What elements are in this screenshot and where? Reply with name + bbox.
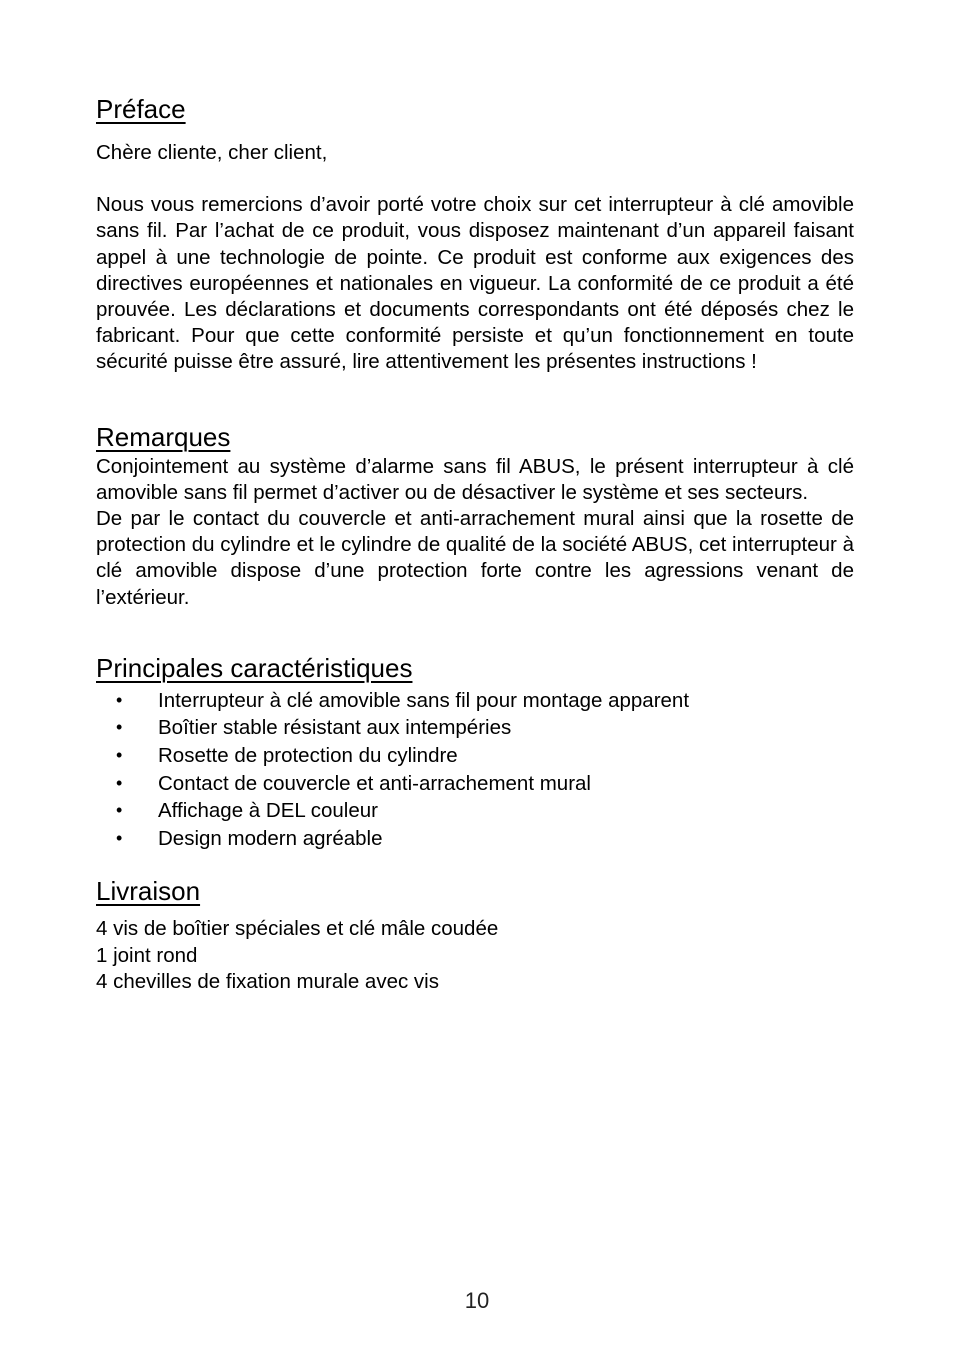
remarques-paragraph-1: Conjointement au système d’alarme sans fil ABUS, le présent interrupteur à clé amovible sans fil permet d’activer ou de désactiver le système et ses secteurs. — [96, 454, 854, 504]
bullet-icon: • — [116, 772, 123, 793]
list-item-text: Contact de couvercle et anti-arrachement mural — [158, 771, 591, 795]
list-item — [96, 825, 854, 853]
list-item-text: Boîtier stable résistant aux intempéries — [158, 716, 512, 740]
delivery-line: 4 vis de boîtier spéciales et clé mâle coudée — [96, 917, 499, 941]
remarques-heading: Remarques — [96, 421, 231, 452]
bullet-icon: • — [116, 827, 123, 848]
list-item — [96, 714, 854, 742]
remarques-paragraph-2: De par le contact du couvercle et anti-arrachement mural ainsi que la rosette de protection du cylindre et le cylindre de qualité de la société ABUS, cet interrupteur à clé amovible dispose d’une protection forte contre les agressions venant de l’extérieur. — [96, 507, 854, 609]
features-list — [96, 687, 854, 853]
list-item-text: Interrupteur à clé amovible sans fil pour montage apparent — [158, 688, 690, 712]
list-item — [96, 742, 854, 770]
list-item-text: Affichage à DEL couleur — [158, 799, 378, 823]
features-heading: Principales caractéristiques — [96, 652, 413, 683]
bullet-icon: • — [116, 800, 123, 821]
list-item — [96, 770, 854, 798]
document-page — [96, 92, 854, 995]
page-number: 10 — [464, 1288, 490, 1313]
list-item-text: Design modern agréable — [158, 826, 383, 850]
livraison-heading: Livraison — [96, 876, 201, 907]
list-item — [96, 687, 854, 715]
preface-greeting: Chère cliente, cher client, — [96, 141, 328, 164]
bullet-icon: • — [116, 717, 123, 738]
delivery-line: 1 joint rond — [96, 943, 198, 967]
list-item — [96, 797, 854, 825]
bullet-icon: • — [116, 689, 123, 710]
preface-heading: Préface — [96, 94, 186, 124]
delivery-list — [96, 916, 854, 995]
preface-body: Nous vous remercions d’avoir porté votre choix sur cet interrupteur à clé amovible sans fil. Par l’achat de ce produit, vous disposez maintenant d’un appareil faisant appel à une technologie de pointe. Ce produit est conforme aux exigences des directives européennes et nationales en vigueur. La conformité de ce produit a été prouvée. Les déclarations et documents correspondants ont été déposés chez le fabricant. Pour que cette conformité persiste et qu’un fonctionnement en toute sécurité puisse être assuré, lire attentivement les présentes instructions ! — [96, 193, 854, 374]
list-item-text: Rosette de protection du cylindre — [158, 744, 458, 768]
bullet-icon: • — [116, 745, 123, 766]
delivery-line: 4 chevilles de fixation murale avec vis — [96, 969, 439, 993]
